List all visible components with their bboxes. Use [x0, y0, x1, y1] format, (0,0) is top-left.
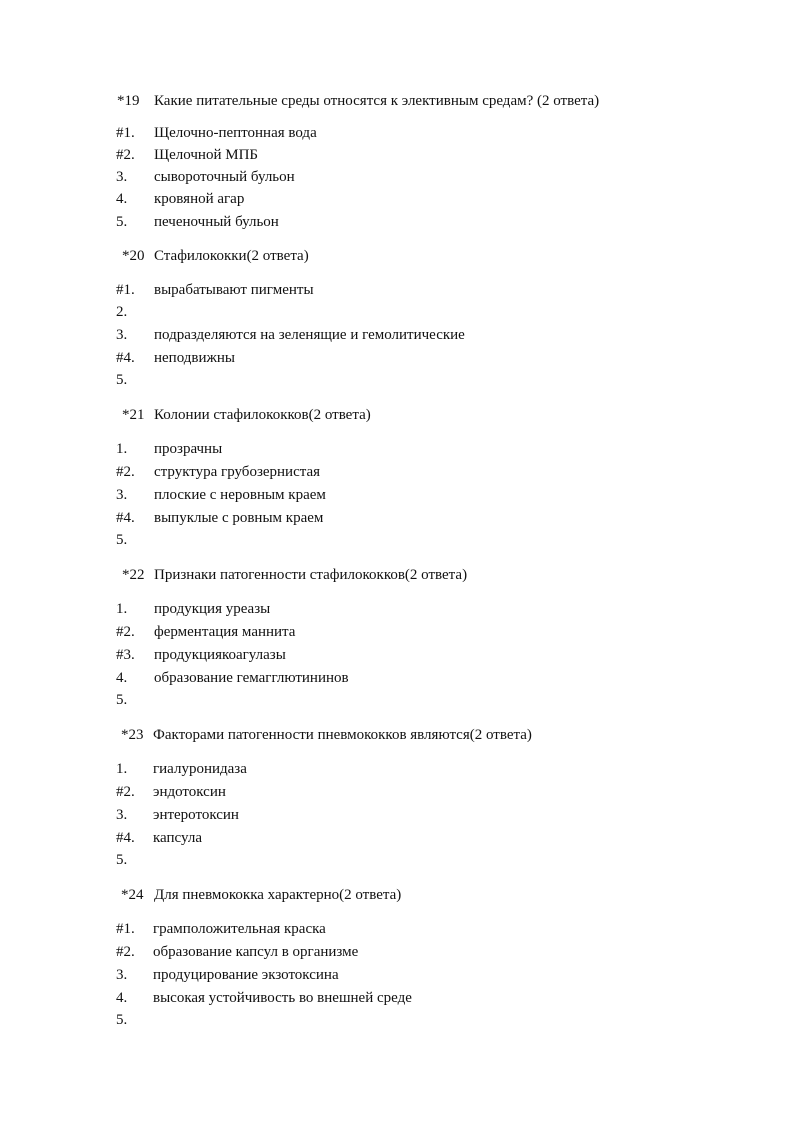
option-mark: 4.: [116, 670, 128, 686]
question-number: *22: [122, 567, 145, 583]
option-mark: 5.: [116, 372, 128, 388]
question-number: *23: [121, 727, 144, 743]
option-mark: #2.: [116, 784, 135, 800]
option-text: продуцирование экзотоксина: [153, 967, 339, 983]
question-text: Для пневмококка характерно(2 ответа): [154, 887, 402, 903]
option-mark: 3.: [116, 967, 128, 983]
option-mark: #1.: [116, 921, 135, 937]
question-20: [122, 247, 309, 265]
option-text: Щелочной МПБ: [154, 147, 259, 163]
option-mark: #2.: [116, 464, 135, 480]
question-text: Признаки патогенности стафилококков(2 ответа): [154, 567, 468, 583]
option-text: кровяной агар: [154, 191, 245, 207]
question-number: *19: [117, 93, 140, 109]
option-mark: 1.: [116, 761, 128, 777]
question-number: *24: [121, 887, 144, 903]
option-text: структура грубозернистая: [154, 464, 321, 480]
option-text: образование гемагглютининов: [154, 670, 349, 686]
option-text: выпуклые с ровным краем: [154, 510, 324, 526]
option-mark: #1.: [116, 125, 135, 141]
option-mark: 5.: [116, 214, 128, 230]
question-text: Стафилококки(2 ответа): [154, 248, 309, 264]
option-text: сывороточный бульон: [154, 169, 295, 185]
option-mark: 2.: [116, 304, 128, 320]
option-mark: 5.: [116, 692, 128, 708]
option-text: продукциякоагулазы: [154, 647, 286, 663]
option-text: Щелочно-пептонная вода: [154, 125, 317, 141]
question-text: Факторами патогенности пневмококков являются(2 ответа): [153, 727, 532, 743]
option-text: вырабатывают пигменты: [154, 282, 314, 298]
option-text: печеночный бульон: [154, 214, 279, 230]
option-mark: #2.: [116, 147, 135, 163]
question-text: Какие питательные среды относятся к элективным средам? (2 ответа): [154, 93, 600, 109]
question-21: [122, 406, 371, 424]
option-text: прозрачны: [154, 441, 223, 457]
option-mark: 5.: [116, 1012, 128, 1028]
option-text: ферментация маннита: [154, 624, 296, 640]
option-mark: 3.: [116, 807, 128, 823]
option-mark: 4.: [116, 191, 128, 207]
option-mark: #4.: [116, 830, 135, 846]
option-text: капсула: [153, 830, 202, 846]
option-mark: 3.: [116, 487, 128, 503]
question-24: [121, 886, 402, 904]
question-19: [117, 92, 600, 110]
option-text: неподвижны: [154, 350, 235, 366]
option-text: гиалуронидаза: [153, 761, 247, 777]
option-mark: 1.: [116, 601, 128, 617]
option-mark: 4.: [116, 990, 128, 1006]
option-mark: #2.: [116, 944, 135, 960]
option-text: образование капсул в организме: [153, 944, 359, 960]
option-mark: 5.: [116, 852, 128, 868]
option-text: продукция уреазы: [154, 601, 271, 617]
option-text: грамположительная краска: [153, 921, 326, 937]
option-mark: #2.: [116, 624, 135, 640]
option-text: энтеротоксин: [153, 807, 239, 823]
option-mark: #4.: [116, 350, 135, 366]
option-text: плоские с неровным краем: [154, 487, 326, 503]
option-text: высокая устойчивость во внешней среде: [153, 990, 412, 1006]
option-mark: #4.: [116, 510, 135, 526]
option-mark: 1.: [116, 441, 128, 457]
option-text: эндотоксин: [153, 784, 226, 800]
question-22: [122, 566, 468, 584]
question-text: Колонии стафилококков(2 ответа): [154, 407, 371, 423]
option-mark: 3.: [116, 169, 128, 185]
option-mark: #3.: [116, 647, 135, 663]
option-mark: #1.: [116, 282, 135, 298]
question-23: [121, 726, 532, 744]
question-number: *21: [122, 407, 145, 423]
option-mark: 3.: [116, 327, 128, 343]
option-text: подразделяются на зеленящие и гемолитические: [154, 327, 465, 343]
option-mark: 5.: [116, 532, 128, 548]
question-number: *20: [122, 248, 145, 264]
